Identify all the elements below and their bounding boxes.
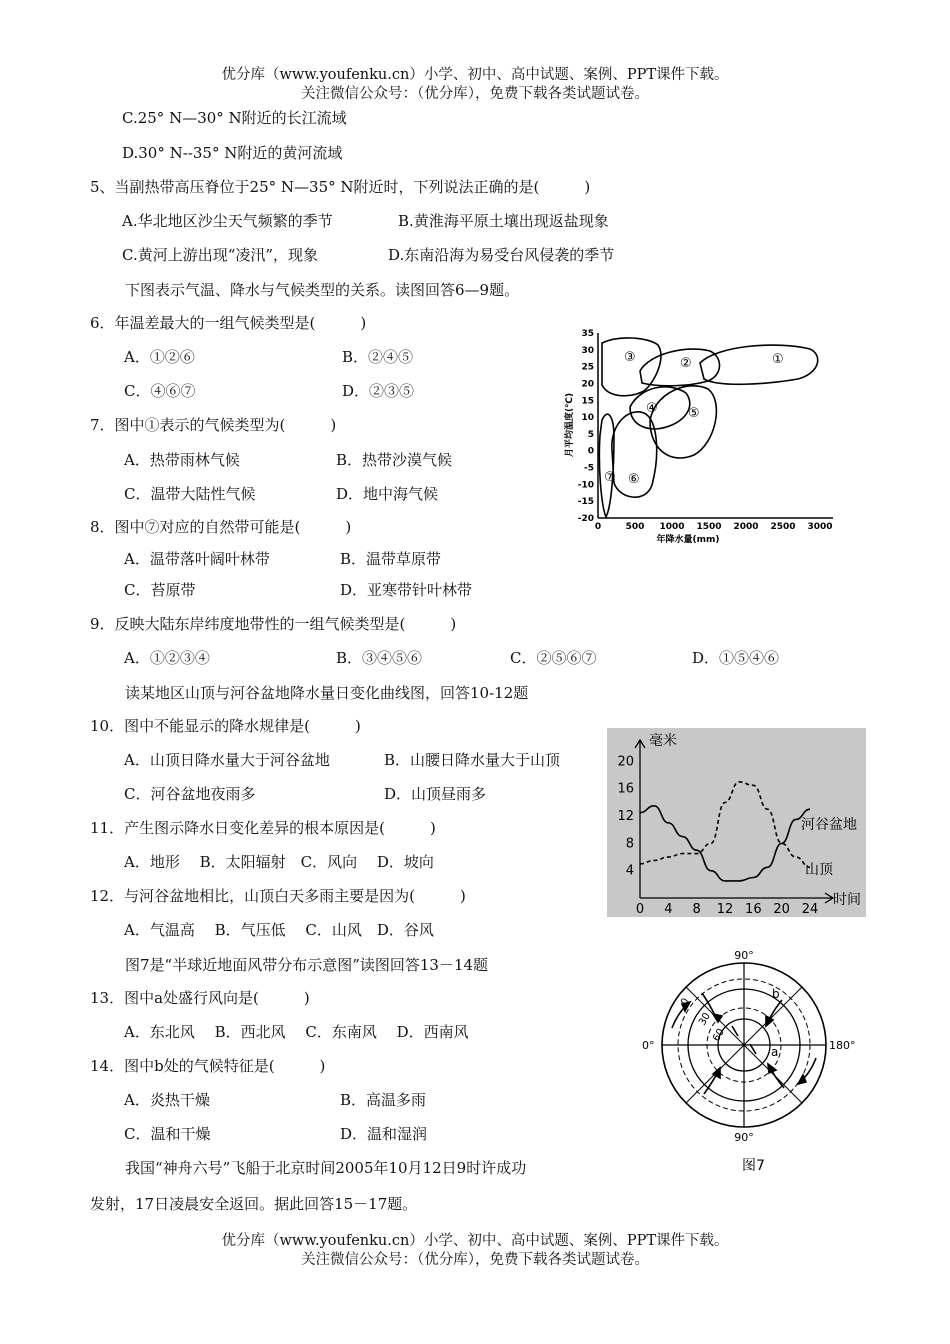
precip-ytick-label: 8 (625, 836, 634, 852)
precipitation-chart-ylabel: 毫米 (649, 733, 677, 749)
footer-line-2: 关注微信公众号：（优分库），免费下载各类试题试卷。 (301, 1252, 649, 1268)
wind-belt-diagram (632, 948, 857, 1183)
climate-ytick-label: 5 (587, 429, 594, 440)
q6-option-a: A．①②⑥ (124, 348, 195, 366)
q7-option-b: B．热带沙漠气候 (336, 451, 453, 469)
q12-options: A．气温高 B．气压低 C．山风 D．谷风 (124, 921, 434, 939)
q9-stem: 9．反映大陆东岸纬度地带性的一组气候类型是( ) (90, 615, 457, 633)
label-a: a (771, 1045, 779, 1059)
climate-region-label: ① (772, 352, 784, 367)
climate-region-label: ⑦ (604, 470, 616, 485)
label-latitude-60: 60 (711, 1026, 727, 1044)
q11-stem: 11．产生图示降水日变化差异的根本原因是( ) (90, 819, 436, 837)
climate-xtick-label: 500 (625, 522, 645, 532)
climate-ytick-label: -20 (577, 514, 594, 524)
precip-xtick-label: 24 (801, 902, 819, 917)
q7-option-c: C．温带大陆性气候 (124, 485, 256, 503)
climate-ytick-label: -10 (577, 480, 594, 491)
climate-ytick-label: 35 (581, 329, 594, 339)
climate-ytick-label: 0 (587, 446, 594, 457)
q5-stem: 5、当副热带高压脊位于25° N—35° N附近时，下列说法正确的是( ) (90, 178, 591, 196)
figure-7-caption: 图7 (742, 1158, 765, 1174)
series-label-mountain-top: 山顶 (805, 862, 833, 878)
precip-ytick-label: 16 (617, 781, 634, 797)
q10-option-d: D．山顶昼雨多 (384, 785, 487, 803)
q9-option-b: B．③④⑤⑥ (336, 649, 423, 667)
intro-6-9: 下图表示气温、降水与气候类型的关系。读图回答6—9题。 (125, 281, 520, 299)
q4-option-d: D.30° N--35° N附近的黄河流域 (122, 144, 343, 162)
climate-chart-region-labels (604, 350, 784, 487)
q5-option-c: C.黄河上游出现“凌汛”，现象 (122, 246, 319, 264)
q10-option-c: C．河谷盆地夜雨多 (124, 785, 256, 803)
q8-option-c: C．苔原带 (124, 581, 196, 599)
climate-chart-xticks (595, 522, 833, 532)
climate-xtick-label: 2000 (733, 522, 759, 532)
precipitation-chart (607, 728, 866, 917)
climate-ytick-label: 30 (581, 345, 594, 356)
q6-option-c: C．④⑥⑦ (124, 382, 196, 400)
climate-ytick-label: 25 (581, 362, 594, 373)
q12-stem: 12．与河谷盆地相比，山顶白天多雨主要是因为( ) (90, 887, 466, 905)
climate-region-label: ⑥ (628, 472, 640, 487)
climate-ytick-label: 20 (581, 379, 594, 390)
climate-xtick-label: 0 (594, 522, 602, 532)
q6-stem: 6．年温差最大的一组气候类型是( ) (90, 314, 367, 332)
climate-ytick-label: 15 (581, 396, 594, 407)
climate-ytick-label: -5 (584, 463, 594, 474)
precip-ytick-label: 4 (625, 863, 634, 879)
region-5 (650, 386, 716, 458)
q7-option-d: D．地中海气候 (336, 485, 439, 503)
climate-chart-yticks (578, 329, 594, 524)
q10-option-a: A．山顶日降水量大于河谷盆地 (124, 751, 330, 769)
label-latitude-30: 30 (697, 1010, 713, 1028)
q5-option-b: B.黄淮海平原土壤出现返盐现象 (398, 212, 609, 230)
precip-xtick-label: 16 (745, 902, 762, 917)
climate-chart-ylabel: 月平均温度(℃) (565, 392, 575, 458)
q13-stem: 13．图中a处盛行风向是( ) (90, 989, 310, 1007)
q4-option-c: C.25° N—30° N附近的长江流域 (122, 109, 347, 127)
series-label-valley-basin: 河谷盆地 (801, 817, 857, 833)
footer-line-1: 优分库（www.youfenku.cn）小学、初中、高中试题、案例、PPT课件下载。 (221, 1233, 729, 1249)
q8-option-d: D．亚寒带针叶林带 (340, 581, 473, 599)
precip-ytick-label: 20 (617, 754, 634, 770)
climate-region-label: ④ (646, 401, 658, 416)
label-latitude-0: 0 (679, 996, 692, 1008)
q14-option-d: D．温和湿润 (340, 1125, 428, 1143)
climate-type-chart (558, 325, 838, 550)
intro-15-17-line2: 发射，17日凌晨安全返回。据此回答15－17题。 (90, 1195, 418, 1213)
climate-ytick-label: 10 (581, 413, 594, 424)
climate-chart-xlabel: 年降水量(mm) (656, 535, 720, 545)
climate-xtick-label: 1000 (659, 522, 685, 532)
precip-xtick-label: 0 (635, 902, 645, 917)
q13-options: A．东北风 B．西北风 C．东南风 D．西南风 (124, 1023, 469, 1041)
q9-option-c: C．②⑤⑥⑦ (510, 649, 597, 667)
intro-13-14: 图7是“半球近地面风带分布示意图”读图回答13－14题 (125, 956, 489, 974)
label-b: b (772, 987, 780, 1001)
region-3 (602, 338, 661, 396)
precip-xtick-label: 12 (716, 902, 734, 917)
precip-xtick-label: 20 (773, 902, 790, 917)
q5-option-d: D.东南沿海为易受台风侵袭的季节 (388, 246, 615, 264)
climate-xtick-label: 3000 (807, 522, 833, 532)
precipitation-chart-xlabel: 时间 (833, 892, 861, 908)
q14-option-b: B．高温多雨 (340, 1091, 427, 1109)
q7-stem: 7．图中①表示的气候类型为( ) (90, 416, 337, 434)
climate-xtick-label: 2500 (770, 522, 796, 532)
q10-stem: 10．图中不能显示的降水规律是( ) (90, 717, 361, 735)
q14-option-a: A．炎热干燥 (124, 1091, 210, 1109)
q5-option-a: A.华北地区沙尘天气频繁的季节 (122, 212, 333, 230)
climate-region-label: ② (680, 356, 692, 371)
label-90-bottom: 90° (734, 1131, 754, 1144)
q8-option-b: B．温带草原带 (340, 550, 442, 568)
q10-option-b: B．山腰日降水量大于山顶 (384, 751, 561, 769)
q6-option-d: D．②③⑤ (342, 382, 415, 400)
precip-xtick-label: 8 (692, 902, 701, 917)
q8-stem: 8．图中⑦对应的自然带可能是( ) (90, 518, 352, 536)
climate-region-label: ⑤ (688, 406, 700, 421)
label-180-deg: 180° (829, 1039, 856, 1052)
precip-xtick-label: 4 (664, 902, 673, 917)
climate-ytick-label: -15 (577, 497, 594, 508)
q14-stem: 14．图中b处的气候特征是( ) (90, 1057, 326, 1075)
header-line-2: 关注微信公众号：（优分库），免费下载各类试题试卷。 (301, 86, 649, 102)
region-7 (599, 414, 614, 517)
climate-xtick-label: 1500 (696, 522, 722, 532)
intro-15-17-line1: 我国“神舟六号”飞船于北京时间2005年10月12日9时许成功 (125, 1159, 527, 1177)
q6-option-b: B．②④⑤ (342, 348, 414, 366)
region-1 (700, 345, 818, 384)
precip-ytick-label: 12 (617, 809, 634, 825)
q7-option-a: A．热带雨林气候 (124, 451, 240, 469)
q9-option-a: A．①②③④ (124, 649, 210, 667)
q9-option-d: D．①⑤④⑥ (692, 649, 780, 667)
label-90-top: 90° (734, 949, 754, 962)
q14-option-c: C．温和干燥 (124, 1125, 211, 1143)
climate-region-label: ③ (624, 350, 636, 365)
q11-options: A．地形 B．太阳辐射 C．风向 D．坡向 (124, 853, 434, 871)
header-line-1: 优分库（www.youfenku.cn）小学、初中、高中试题、案例、PPT课件下载。 (221, 67, 729, 83)
intro-10-12: 读某地区山顶与河谷盆地降水量日变化曲线图，回答10-12题 (125, 684, 529, 702)
q8-option-a: A．温带落叶阔叶林带 (124, 550, 270, 568)
label-0-deg: 0° (642, 1039, 655, 1052)
